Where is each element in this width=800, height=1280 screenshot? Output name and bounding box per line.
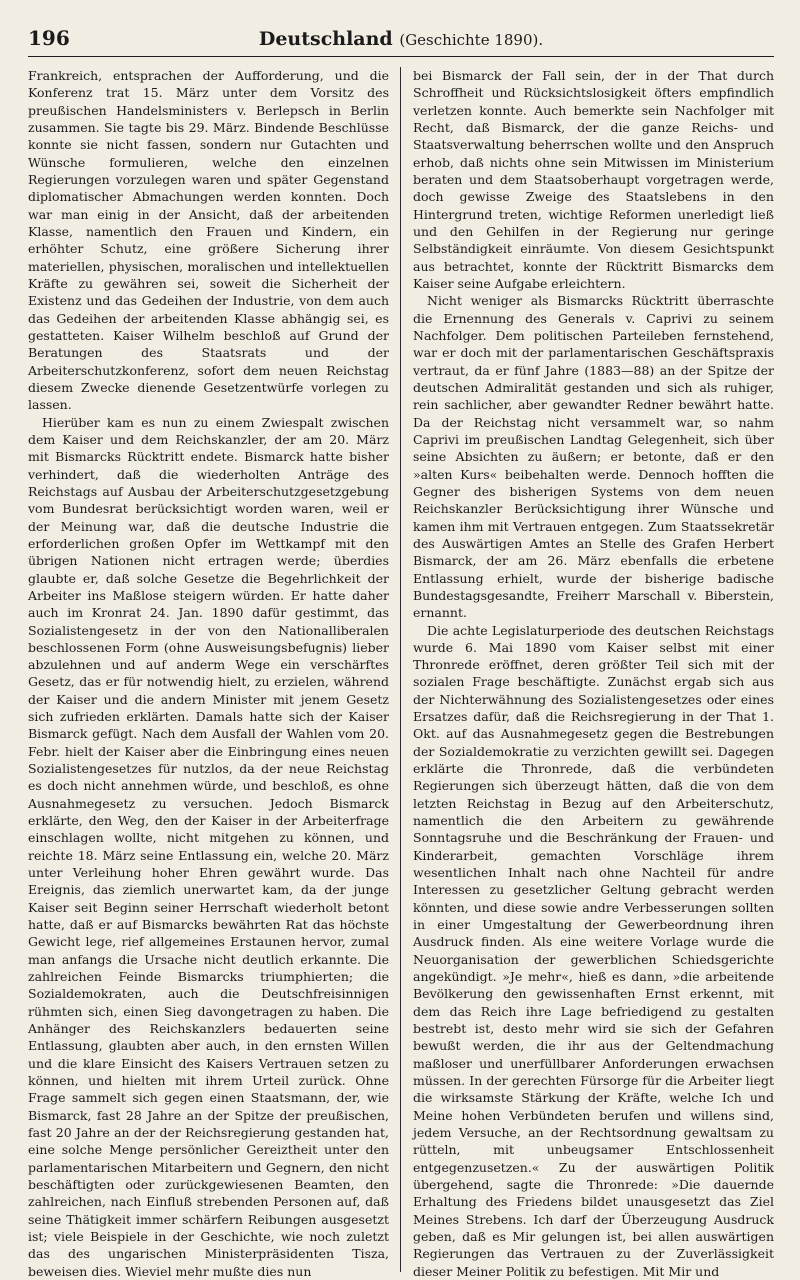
paragraph: Nicht weniger als Bismarcks Rücktritt überraschte die Ernennung des Generals v. Caprivi zu seinem Nachfolger. Dem politischen Parteileben fernstehend, war er doch mit der parlamentarischen Geschäftspraxis vertraut, da er fünf Jahre (1883—88) an der Spitze der deutschen Admiralität gestanden und sich als ruhiger, rein sachlicher, aber gewandter Redner bewährt hatte. Da der Reichstag nicht versammelt war, so nahm Caprivi im preußischen Landtag Gelegenheit, sich über seine Absichten zu äußern; er betonte, daß er den »alten Kurs« beibehalten werde. Dennoch hofften die Gegner des bisherigen Systems von dem neuen Reichskanzler Berücksichtigung ihrer Wünsche und kamen ihm mit Vertrauen entgegen. Zum Staatssekretär des Auswärtigen Amtes an Stelle des Grafen Herbert Bismarck, der am 26. März ebenfalls die erbetene Entlassung erhielt, wurde der bisherige badische Bundestagsgesandte, Freiherr Marschall v. Biberstein, ernannt. — [413, 293, 774, 621]
paragraph: Die achte Legislaturperiode des deutschen Reichstags wurde 6. Mai 1890 vom Kaiser selbst mit einer Thronrede eröffnet, deren größter Teil sich mit der sozialen Frage beschäftigte. Zunächst ergab sich aus der Nichterwähnung des Sozialistengesetzes oder eines Ersatzes dafür, daß die Reichsregierung in der That 1. Okt. auf das Ausnahmegesetz gegen die Bestrebungen der Sozialdemokratie zu verzichten gewillt sei. Dagegen erklärte die Thronrede, daß die verbündeten Regierungen sich überzeugt hätten, daß die von dem letzten Reichstag in Bezug auf den Arbeiterschutz, namentlich die den Arbeitern zu gewährende Sonntagsruhe und die Beschränkung der Frauen- und Kinderarbeit, gemachten Vorschläge ihrem wesentlichen Inhalt nach ohne Nachteil für andre Interessen zu gesetzlicher Geltung gebracht werden könnten, und diese sowie andre Verbesserungen sollten in einer Umgestaltung der Gewerbeordnung ihren Ausdruck finden. Als eine weitere Vorlage wurde die Neuorganisation der gewerblichen Schiedsgerichte angekündigt. »Je mehr«, hieß es dann, »die arbeitende Bevölkerung den gewissenhaften Ernst erkennt, mit dem das Reich ihre Lage befriedigend zu gestalten bestrebt ist, desto mehr wird sie sich der Gefahren bewußt werden, die ihr aus der Geltendmachung maßloser und unerfüllbarer Anforderungen erwachsen müssen. In der gerechten Fürsorge für die Arbeiter liegt die wirksamste Stärkung der Kräfte, welche Ich und Meine hohen Verbündeten berufen und willens sind, jedem Versuche, an der Rechtsordnung gewaltsam zu rütteln, mit unbeugsamer Entschlossenheit entgegenzusetzen.« Zu der auswärtigen Politik übergehend, sagte die Thronrede: »Die dauernde Erhaltung des Friedens bildet unausgesetzt das Ziel Meines Strebens. Ich darf der Überzeugung Ausdruck geben, daß es Mir gelungen ist, bei allen auswärtigen Regierungen das Vertrauen zu der Zuverlässigkeit dieser Meiner Politik zu befestigen. Mit Mir und — [413, 622, 774, 1279]
running-title — [88, 28, 714, 50]
text-columns — [28, 67, 774, 1280]
running-title-main: Deutschland — [258, 28, 393, 50]
running-title-sub: (Geschichte 1890). — [399, 31, 544, 49]
paragraph: bei Bismarck der Fall sein, der in der That durch Schroffheit und Rücksichtslosigkeit öfters empfindlich verletzen konnte. Auch bemerkte sein Nachfolger mit Recht, daß Bismarck, der die ganze Reichs- und Staatsverwaltung beherrschen wollte und den Anspruch erhob, daß nichts ohne sein Mitwissen im Ministerium beraten und dem Staatsoberhaupt vorgetragen werde, doch gewisse Zweige des Staatslebens in den Hintergrund treten, wichtige Reformen unerledigt ließ und den Gehilfen in der Regierung nur geringe Selbständigkeit einräumte. Von diesem Gesichtspunkt aus betrachtet, konnte der Rücktritt Bismarcks dem Kaiser seine Aufgabe erleichtern. — [413, 68, 774, 291]
paragraph: Frankreich, entsprachen der Aufforderung, und die Konferenz trat 15. März unter dem Vorsitz des preußischen Handelsministers v. Berlepsch in Berlin zusammen. Sie tagte bis 29. März. Bindende Beschlüsse konnte sie nicht fassen, sondern nur Gutachten und Wünsche formulieren, welche den einzelnen Regierungen vorzulegen waren und später Gegenstand diplomatischer Abmachungen werden konnten. Doch war man einig in der Ansicht, daß der arbeitenden Klasse, namentlich den Frauen und Kindern, ein erhöhter Schutz, eine größere Sicherung ihrer materiellen, physischen, moralischen und intellektuellen Kräfte zu gewähren sei, soweit die Sicherheit der Existenz und das Gedeihen der Industrie, von dem auch das Gedeihen der arbeitenden Klasse abhängig sei, es gestatteten. Kaiser Wilhelm beschloß auf Grund der Beratungen des Staatsrats und der Arbeiterschutzkonferenz, sofort dem neuen Reichstag diesem Zwecke dienende Gesetzentwürfe vorlegen zu lassen. — [28, 68, 389, 413]
page-header — [28, 26, 774, 57]
left-column — [28, 67, 389, 1280]
right-column — [413, 67, 774, 1280]
column-divider — [400, 67, 401, 1272]
page-number: 196 — [28, 26, 70, 50]
column-gutter — [389, 67, 413, 1280]
paragraph: Hierüber kam es nun zu einem Zwiespalt zwischen dem Kaiser und dem Reichskanzler, der am 20. März mit Bismarcks Rücktritt endete. Bismarck hatte bisher verhindert, daß die wiederholten Anträge des Reichstags auf Ausbau der Arbeiterschutzgesetzgebung vom Bundesrat berücksichtigt worden waren, weil er der Meinung war, daß die deutsche Industrie die erforderlichen großen Opfer im Wettkampf mit den übrigen Nationen nicht ertragen werde; überdies glaubte er, daß solche Gesetze die Begehrlichkeit der Arbeiter ins Maßlose steigern würden. Er hatte daher auch im Kronrat 24. Jan. 1890 dafür gestimmt, das Sozialistengesetz in der von den Nationalliberalen beschlossenen Form (ohne Ausweisungsbefugnis) lieber abzulehnen und auf anderm Wege ein verschärftes Gesetz, das er für notwendig hielt, zu erzielen, während der Kaiser und die andern Minister mit jenem Gesetz sich zufrieden erklärten. Damals hatte sich der Kaiser Bismarck gefügt. Nach dem Ausfall der Wahlen vom 20. Febr. hielt der Kaiser aber die Einbringung eines neuen Sozialistengesetzes für nutzlos, da der neue Reichstag es doch nicht annehmen würde, und beschloß, es ohne Ausnahmegesetz zu versuchen. Jedoch Bismarck erklärte, den Weg, den der Kaiser in der Arbeiterfrage einschlagen wollte, nicht mitgehen zu können, und reichte 18. März seine Entlassung ein, welche 20. März unter Verleihung hoher Ehren gewährt wurde. Das Ereignis, das ziemlich unerwartet kam, da der junge Kaiser seit Beginn seiner Herrschaft wiederholt betont hatte, daß er auf Bismarcks bewährten Rat das höchste Gewicht lege, rief allgemeines Erstaunen hervor, zumal man anfangs die Ursache nicht deutlich erkannte. Die zahlreichen Feinde Bismarcks triumphierten; die Sozialdemokraten, auch die Deutschfreisinnigen rühmten sich, einen Sieg davongetragen zu haben. Die Anhänger des Reichskanzlers bedauerten seine Entlassung, glaubten aber auch, in den ernsten Willen und die klare Einsicht des Kaisers Vertrauen setzen zu können, und hielten mit ihrem Urteil zurück. Ohne Frage sammelt sich gegen einen Staatsmann, der, wie Bismarck, fast 28 Jahre an der Spitze der preußischen, fast 20 Jahre an der der Reichsregierung gestanden hat, eine solche Menge persönlicher Gereiztheit unter den parlamentarischen Mitarbeitern und Gegnern, den nicht beschäftigten oder zurückgewiesenen Beamten, den zahlreichen, nach Einfluß strebenden Personen auf, daß seine Thätigkeit immer schärfern Reibungen ausgesetzt ist; viele Beispiele in der Geschichte, wie noch zuletzt das des ungarischen Ministerpräsidenten Tisza, beweisen dies. Wieviel mehr mußte dies nun — [28, 414, 389, 1279]
